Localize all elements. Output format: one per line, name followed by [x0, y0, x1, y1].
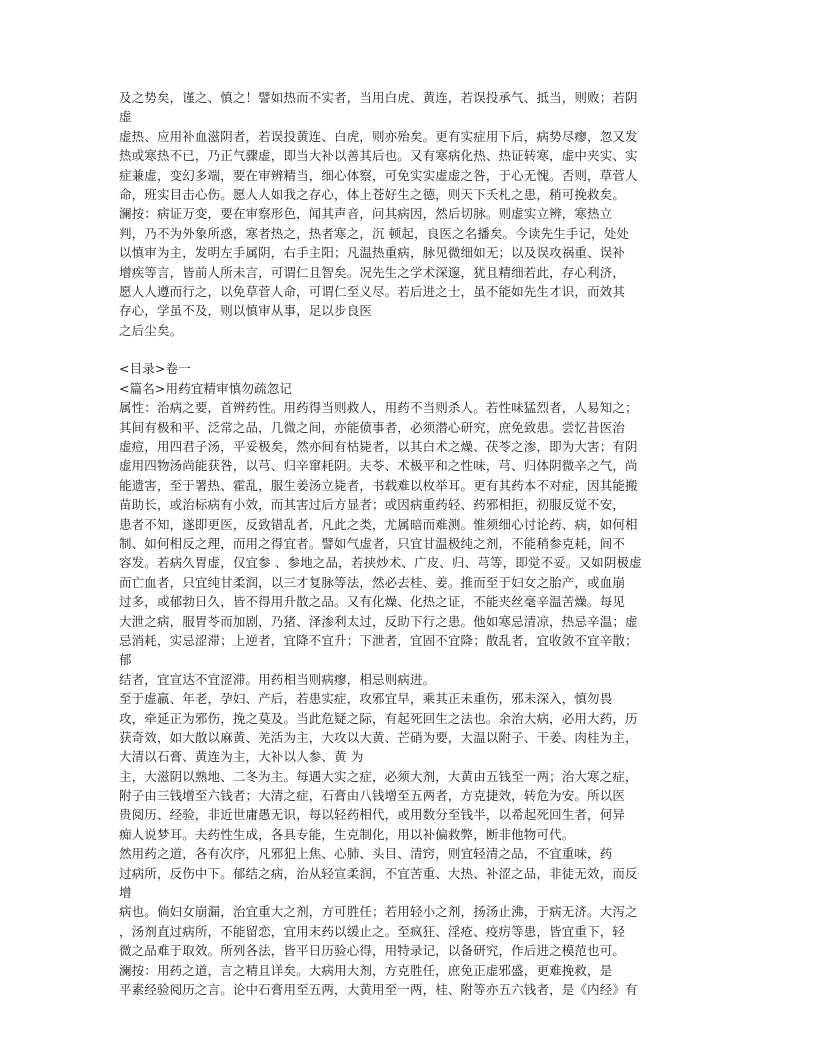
text-line: 大清以石膏、黄连为主，大补以人参、黄 为 [119, 749, 364, 765]
text-line: 及之势矣，谨之、慎之！譬如热而不实者，当用白虎、黄连，若误投承气、抵当，则败；若阴 [119, 90, 638, 105]
text-line: 过多，或郁勃日久，皆不得用升散之品。又有化燥、化热之证，不能夹丝毫辛温苦燥。每见 [119, 594, 626, 610]
text-line: 虚痘，用四君子汤，平妥极矣，然亦间有枯毙者，以其白术之燥、茯苓之渗，即为大害；有阴 [119, 439, 638, 455]
text-line: 攻，牵延正为邪伤，挽之莫及。当此危疑之际，有起死回生之法也。余治大病，必用大药，历 [119, 710, 638, 726]
text-line: 平素经验阅历之言。论中石膏用至五两，大黄用至一两，桂、附等亦五六钱者，是《内经》有 [119, 981, 638, 997]
text-line: 虚 [119, 109, 132, 125]
text-line: 然用药之道，各有次序，凡邪犯上焦、心肺、头目、清窍，则宜轻清之品，不宜重味，药 [119, 846, 613, 862]
text-line: 愿人人遵而行之，以免草菅人命，可谓仁至义尽。若后进之士，虽不能如先生才识，而效其 [119, 283, 626, 299]
text-line: 判，乃不为外象所惑，寒者热之，热者寒之，沉 顿起，良医之名播矣。今读先生手记，处处 [119, 225, 630, 241]
text-line: 容发。若病久胃虚，仅宜参 、参地之品，若挟炒术、广皮、归、芎等，即觉不妥。又如阴极虚 [119, 555, 642, 571]
text-line: 附子由三钱增至六钱者；大清之症，石膏由八钱增至五两者，方克捷效，转危为安。所以医 [119, 788, 626, 804]
text-line: 痴人说梦耳。夫药性生成，各具专能，生克制化，用以补偏救弊，断非他物可代。 [119, 826, 575, 842]
blank-line [119, 340, 699, 359]
text-line: 大泄之病，服胃苓而加剧，乃猪、泽渗利太过，反助下行之患。他如寒忌清凉，热忌辛温；虚 [119, 613, 638, 629]
text-line: 病也。倘妇女崩漏，治宜重大之剂，方可胜任；若用轻小之剂，扬汤止沸，于病无济。大泻之 [119, 904, 638, 920]
text-line: 虚用四物汤尚能获咎，以芎、归辛窜耗阴。夫苓、术极平和之性味，芎、归体阴微辛之气，尚 [119, 458, 638, 474]
text-line: 澜按：病证万变，要在审察形色，闻其声音，问其病因，然后切脉。则虚实立辨，寒热立 [119, 206, 613, 222]
text-line: 增疾等言，皆前人所未言，可谓仁且智矣。况先生之学术深邃，犹且精细若此，存心利济， [119, 264, 626, 280]
text-line: 其间有极和平、泛常之品，几微之间，亦能偾事者，必须潜心研究，庶免致患。尝忆昔医治 [119, 419, 626, 435]
text-line: 命，班实目击心伤。愿人人如我之存心，体上苍好生之德，则天下夭札之患，稍可挽救矣。 [119, 186, 626, 202]
text-line: 增 [119, 885, 132, 901]
text-line: 苗助长，或治标病有小效，而其害过后方显者；或因病重药轻、药邪相拒，初服反觉不安， [119, 497, 626, 513]
text-line: 以慎审为主，发明左手属阴，右手主阳；凡温热重病，脉见微细如无；以及误攻祸重、误补 [119, 245, 626, 261]
text-line: 至于虚羸、年老，孕妇、产后，若患实症，攻邪宜早，乘其正未重伤，邪未深入，慎勿畏 [119, 691, 613, 707]
text-line: 制、如何相反之理，而用之得宜者。譬如气虚者，只宜甘温极纯之剂，不能稍参克耗，间不 [119, 535, 626, 551]
text-line: 虚热、应用补血滋阴者，若误投黄连、白虎，则亦殆矣。更有实症用下后，病势尽瘳，忽又发 [119, 128, 638, 144]
text-line: 结者，宜宣达不宜涩滞。用药相当则病瘳，相忌则病进。 [119, 671, 436, 687]
chapter-heading: <篇名>用药宜精审慎勿疏忽记 [119, 380, 293, 396]
text-line: 属性：治病之要，首辨药性。用药得当则救人，用药不当则杀人。若性味猛烈者，人易知之； [119, 400, 638, 416]
text-line: 之后尘矣。 [119, 322, 183, 338]
text-line: ，汤剂直过病所，不能留恋，宜用末药以缓止之。至疯狂、淫疮、疫疠等患，皆宜重下，轻 [119, 923, 626, 939]
text-line: 热或寒热不已，乃正气骤虚，即当大补以善其后也。又有寒病化热、热证转寒，虚中夹实、实 [119, 148, 638, 164]
text-line: 而亡血者，只宜纯甘柔润，以三才复脉等法，然必去桂、姜。推而至于妇女之胎产，或血崩 [119, 574, 626, 590]
text-line: 患者不知，遂即更医，反致错乱者，凡此之类，尤属暗而难测。惟须细心讨论药、病，如何相 [119, 516, 638, 532]
document-page [119, 88, 699, 1019]
catalog-heading: <目录>卷一 [119, 361, 191, 377]
text-line: 症兼虚，变幻多端，要在审辨精当，细心体察，可免实实虚虚之咎，于心无愧。否则，草菅人 [119, 167, 638, 183]
text-line: 主，大滋阴以熟地、二冬为主。每遇大实之症，必须大剂，大黄由五钱至一两；治大寒之症， [119, 768, 638, 784]
text-line: 过病所，反伤中下。郁结之病，治从轻宣柔润，不宜苦重、大热、补涩之品，非徒无效，而反 [119, 865, 638, 881]
text-line: 贵阅历、经验，非近世庸愚无识，每以轻药相代，或用数分至钱半，以希起死回生者，何异 [119, 807, 626, 823]
text-line: 澜按：用药之道，言之精且详矣。大病用大剂，方克胜任，庶免正虚邪盛，更难挽救，是 [119, 962, 613, 978]
text-line: 忌消耗，实忌涩滞；上逆者，宜降不宜升；下泄者，宜固不宜降；散乱者，宜收敛不宜辛散； [119, 632, 638, 648]
text-line: 能遗害，至于署热、霍乱，服生姜汤立毙者，书载难以枚举耳。更有其药本不对症，因其能搬 [119, 477, 638, 493]
text-line: 微之品难于取效。所列各法，皆平日历验心得，用特录记，以备研究，作后进之模范也可。 [119, 943, 626, 959]
text-line: 获奇效，如大散以麻黄、羌活为主，大攻以大黄、芒硝为要，大温以附子、干姜、肉桂为主， [119, 729, 638, 745]
text-line [119, 999, 699, 1018]
text-line: 郁 [119, 652, 132, 668]
text-line: 存心，学虽不及，则以慎审从事，足以步良医 [119, 303, 373, 319]
